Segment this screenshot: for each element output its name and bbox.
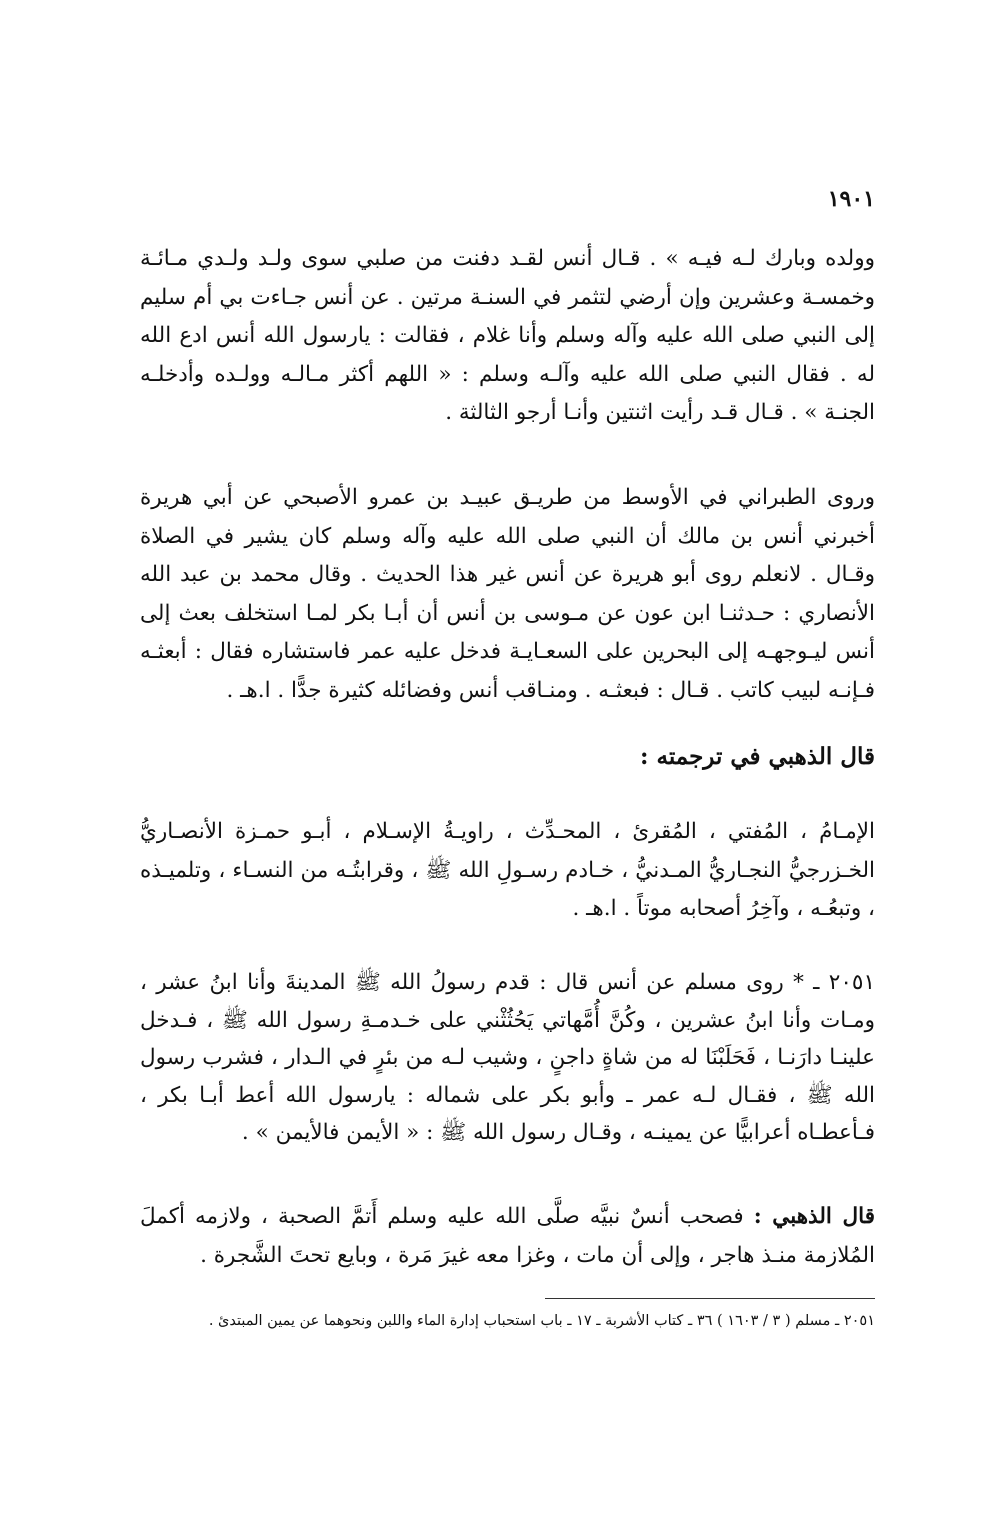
footnote-divider <box>545 1298 875 1299</box>
footnote: ٢٠٥١ ـ مسلم ( ٣ / ١٦٠٣ ) ٣٦ ـ كتاب الأشربة ـ ١٧ ـ باب استحباب إدارة الماء واللبن ونحوهما عن يمين المبتدئ . <box>208 1313 875 1329</box>
hadith-2051: ٢٠٥١ ـ * روى مسلم عن أنس قال : قدم رسولُ الله ﷺ المدينةَ وأنا ابنُ عشر ، ومـات وأنا ابنُ عشرين ، وكُنَّ أُمَّهاتي يَحُثُثْني على خـدمـةِ رسول الله ﷺ ، فـدخل علينـا دارَنـا ، فَحَلَبْنَا له من شاةٍ داجنٍ ، وشيب لـه من بئرٍ في الـدار ، فشرب رسول الله ﷺ ، فقـال لـه عمر ـ وأبو بكر على شماله : يارسول الله أعط أبـا بكر ، فـأعطـاه أعرابيًّا عن يمينـه ، وقـال رسول الله ﷺ : « الأيمن فالأيمن » . <box>140 970 875 1145</box>
paragraph-anas-offspring: وولده وبارك لـه فيـه » . قـال أنس لقـد دفنت من صلبي سوى ولـد ولـدي مـائـة وخمسـة وعشرين وإن أرضي لتثمر في السنـة مرتين . عن أنس جـاءت بي أم سليم إلى النبي صلى الله عليه وآله وسلم وأنا غلام ، فقالت : يارسول الله أنس ادع الله له . فقال النبي صلى الله عليه وآلـه وسلم : « اللهم أكثر مـالـه وولـده وأدخلـه الجنـة » . قـال قـد رأيت اثنتين وأنـا أرجو الثالثة . <box>140 246 875 425</box>
paragraph-dhahabi-comment <box>140 1198 875 1275</box>
page-number: ١٩٠١ <box>827 186 875 212</box>
paragraph-tabarani-narration: وروى الطبراني في الأوسط من طريـق عبيـد بن عمرو الأصبحي عن أبي هريرة أخبرني أنس بن مالك أن النبي صلى الله عليه وآله وسلم كان يشير في الصلاة وقـال . لانعلم روى أبو هريرة عن أنس غير هذا الحديث . وقال محمد بن عبد الله الأنصاري : حـدثنـا ابن عون عن مـوسى بن أنس أن أبـا بكر لمـا استخلف بعث إلى أنس ليـوجهـه إلى البحرين على السعـايـة فدخل عليه عمر فاستشاره فقال : أبعثـه فـإنـه لبيب كاتب . قـال : فبعثـه . ومنـاقب أنس وفضائله كثيرة جدًّا . ا.هـ . <box>140 485 875 703</box>
section-heading: قال الذهبي في ترجمته : <box>640 743 875 770</box>
dhahabi-comment-text: فصحب أنسٌ نبيَّه صلَّى الله عليه وسلم أَتمَّ الصحبة ، ولازمه أكملَ المُلازمة منـذ هاجر ، وإلى أن مات ، وغزا معه غيرَ مَرة ، وبايع تحتَ الشَّجرة . <box>140 1204 875 1268</box>
paragraph-dhahabi-biography: الإمـامُ ، المُفتي ، المُقرئ ، المحـدِّث ، راويـةُ الإسـلام ، أبـو حمـزة الأنصـاريُّ الخـزرجيُّ النجـاريُّ المـدنيُّ ، خـادم رسـولِ الله ﷺ ، وقرابتُـه من النسـاء ، وتلميـذه ، وتبعُـه ، وآخِرُ أصحابه موتاً . ا.هـ . <box>140 819 875 921</box>
dhahabi-lead: قال الذهبي : <box>753 1204 875 1229</box>
book-page <box>140 0 875 1518</box>
